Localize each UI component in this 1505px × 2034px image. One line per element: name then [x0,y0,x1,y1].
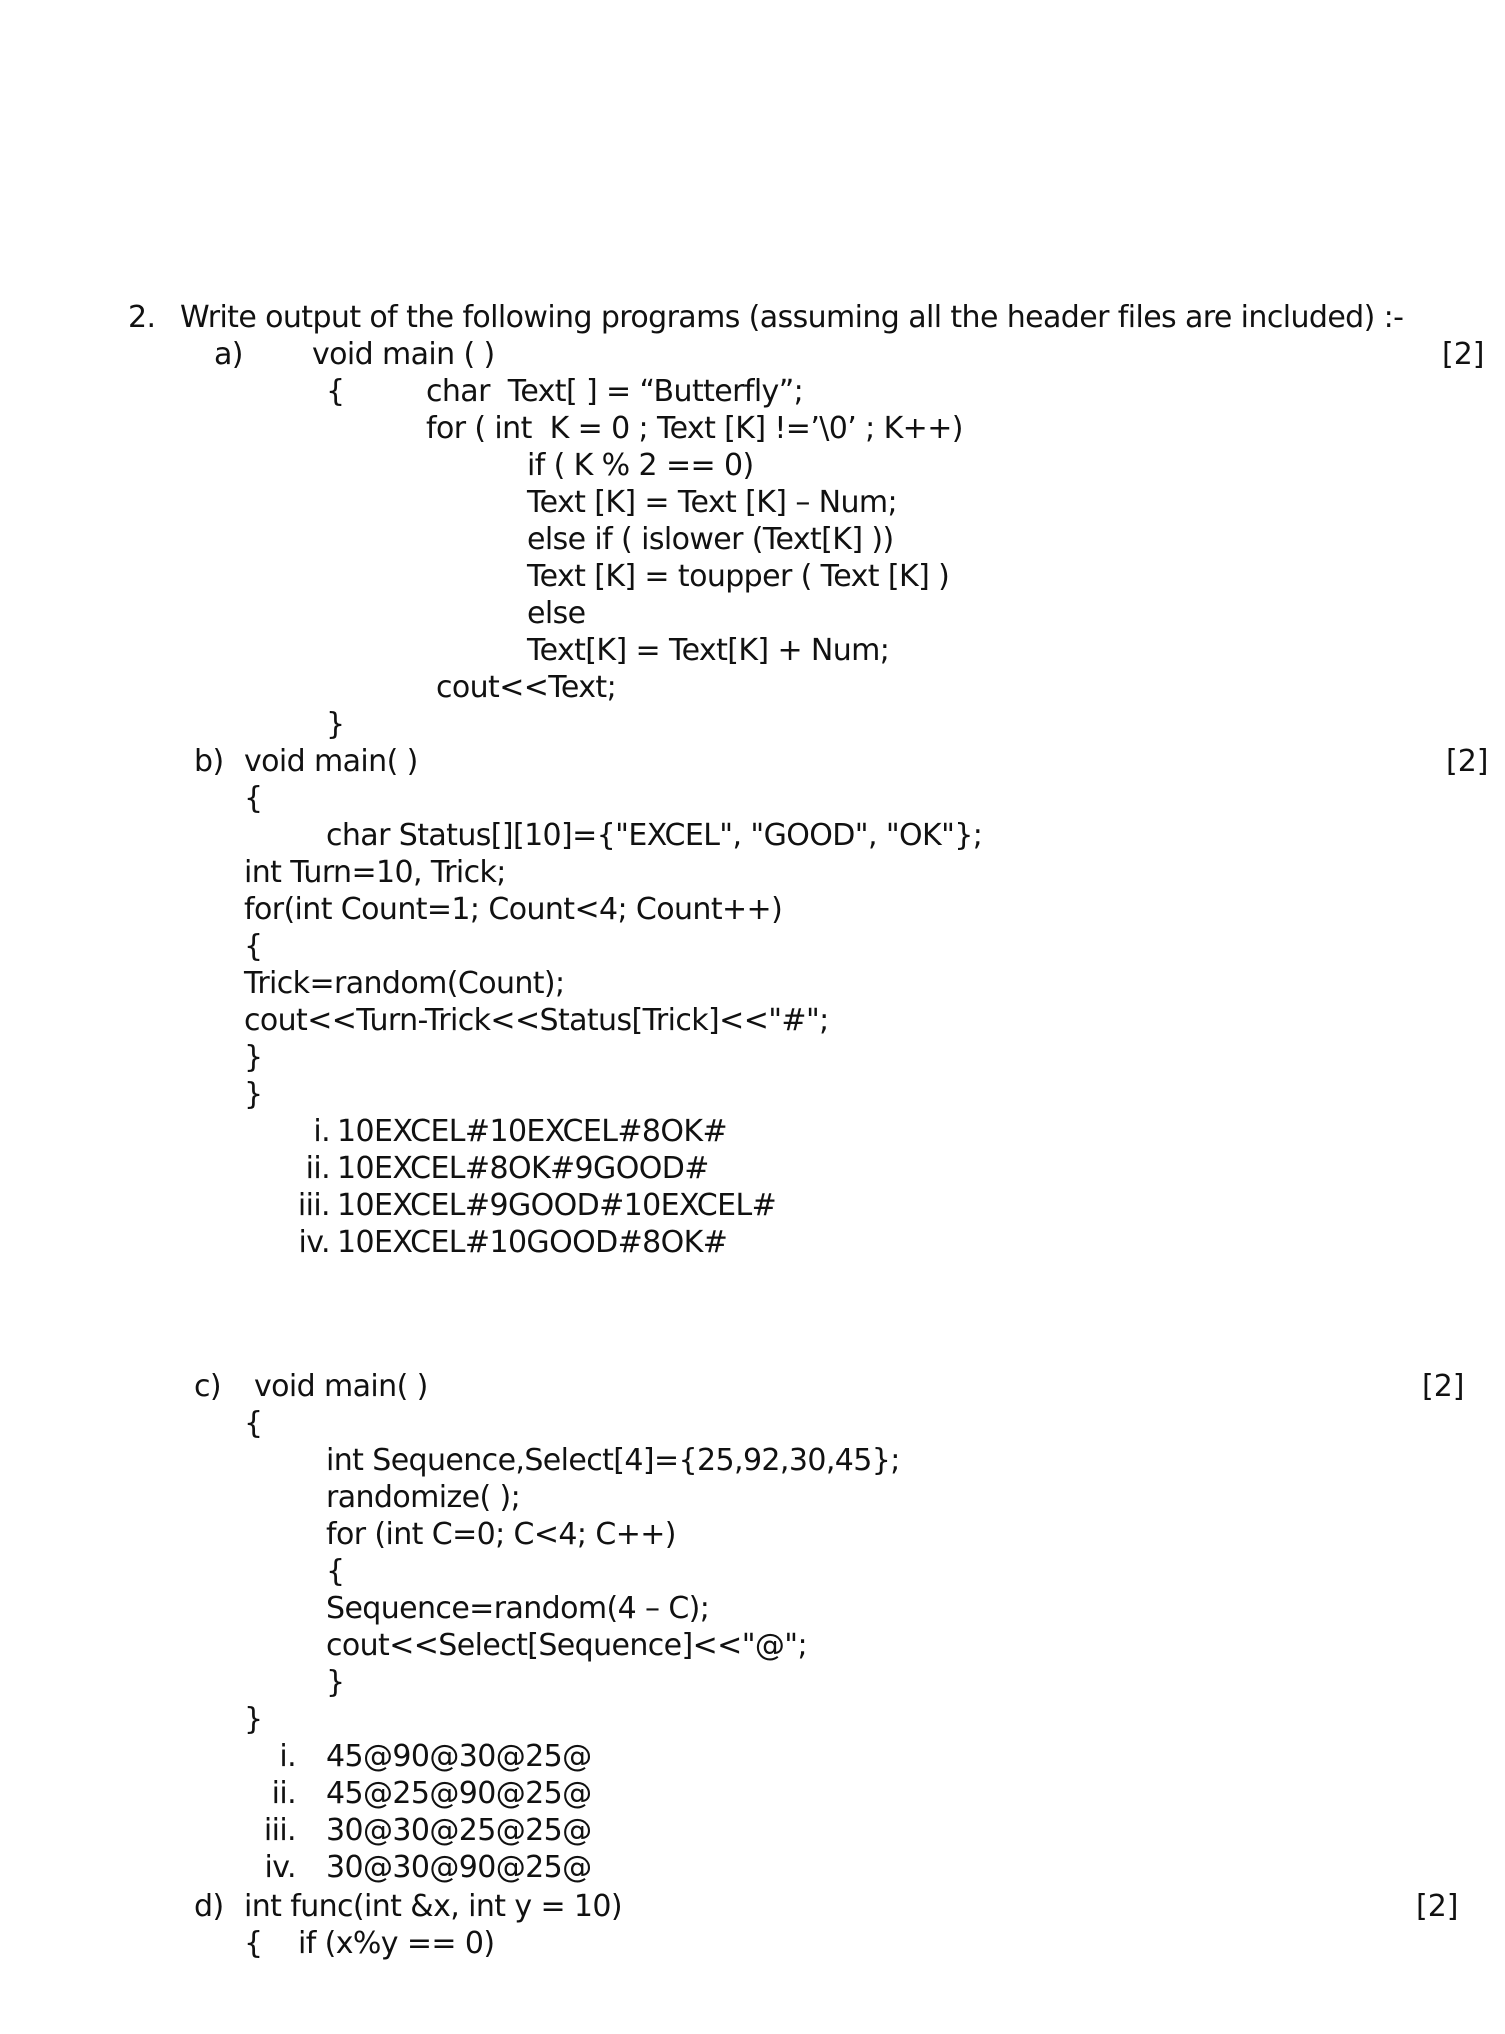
code-line: } [326,1665,345,1700]
code-line: char Status[][10]={"EXCEL", "GOOD", "OK"}; [326,818,983,853]
code-line: char Text[ ] = “Butterfly”; [426,374,804,409]
marks-badge: [2] [1446,744,1489,779]
code-line: Sequence=random(4 – C); [326,1591,710,1626]
code-line: for (int C=0; C<4; C++) [326,1517,676,1552]
code-line: } [244,1077,263,1112]
code-line: for ( int K = 0 ; Text [K] !=’\0’ ; K++) [426,411,963,446]
option-text: 10EXCEL#9GOOD#10EXCEL# [337,1188,777,1223]
option-text: 30@30@90@25@ [326,1850,592,1885]
code-line: { [326,1554,345,1589]
part-label: a) [214,337,243,372]
option-number: iv. [298,1225,330,1260]
code-line: void main( ) [254,1369,428,1404]
part-label: c) [194,1369,221,1404]
code-line: Trick=random(Count); [244,966,565,1001]
option-number: ii. [305,1151,330,1186]
code-line: } [244,1702,263,1737]
code-line: { [326,374,345,409]
part-label: b) [194,744,224,779]
marks-badge: [2] [1416,1889,1459,1924]
option-number: iv. [264,1850,296,1885]
code-line: void main ( ) [312,337,495,372]
code-line: Text [K] = toupper ( Text [K] ) [527,559,950,594]
code-line: } [244,1040,263,1075]
code-line: cout<<Turn-Trick<<Status[Trick]<<"#"; [244,1003,829,1038]
option-number: i. [279,1739,296,1774]
code-line: Text [K] = Text [K] – Num; [527,485,898,520]
option-text: 10EXCEL#10GOOD#8OK# [337,1225,728,1260]
code-line: int Sequence,Select[4]={25,92,30,45}; [326,1443,900,1478]
code-line: int func(int &x, int y = 10) [244,1889,622,1924]
marks-badge: [2] [1422,1369,1465,1404]
part-label: d) [194,1889,224,1924]
question-text: Write output of the following programs (assuming all the header files are included) :- [180,300,1404,335]
option-number: i. [313,1114,330,1149]
code-line: void main( ) [244,744,418,779]
option-text: 10EXCEL#10EXCEL#8OK# [337,1114,728,1149]
option-number: iii. [297,1188,330,1223]
option-number: iii. [263,1813,296,1848]
code-line: if (x%y == 0) [298,1926,495,1961]
code-line: Text[K] = Text[K] + Num; [527,633,890,668]
code-line: { [244,929,263,964]
marks-badge: [2] [1442,337,1485,372]
option-number: ii. [271,1776,296,1811]
option-text: 45@90@30@25@ [326,1739,592,1774]
option-text: 30@30@25@25@ [326,1813,592,1848]
code-line: else [527,596,586,631]
code-line: randomize( ); [326,1480,521,1515]
code-line: { [244,1926,263,1961]
option-text: 10EXCEL#8OK#9GOOD# [337,1151,709,1186]
code-line: else if ( islower (Text[K] )) [527,522,894,557]
code-line: } [326,707,345,742]
code-line: { [244,1406,263,1441]
code-line: cout<<Text; [436,670,617,705]
code-line: { [244,781,263,816]
code-line: for(int Count=1; Count<4; Count++) [244,892,783,927]
question-number: 2. [128,300,156,335]
option-text: 45@25@90@25@ [326,1776,592,1811]
code-line: cout<<Select[Sequence]<<"@"; [326,1628,808,1663]
code-line: if ( K % 2 == 0) [527,448,754,483]
code-line: int Turn=10, Trick; [244,855,506,890]
